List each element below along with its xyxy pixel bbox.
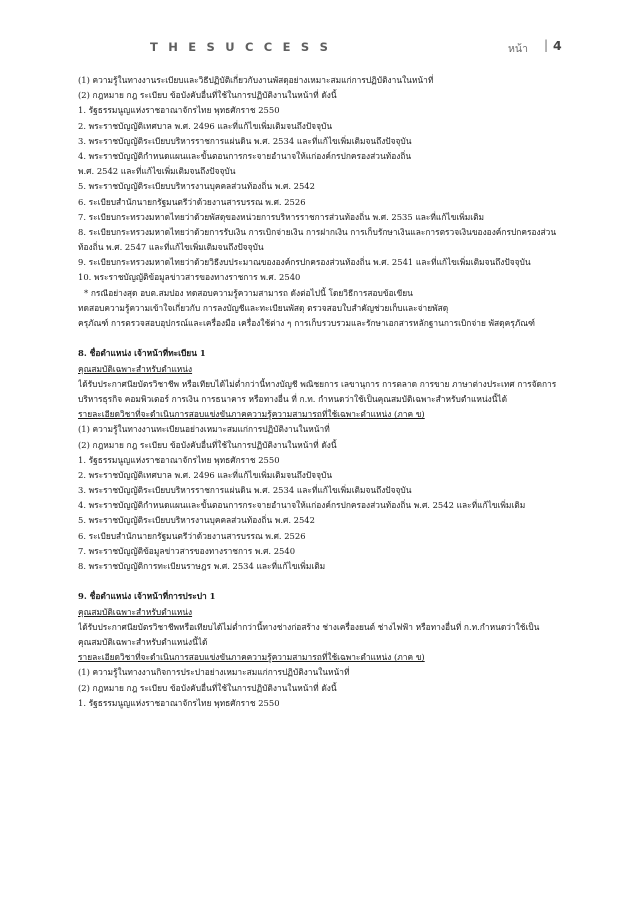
body-line: 2. พระราชบัญญัติเทศบาล พ.ศ. 2496 และที่แก้ไขเพิ่มเติมจนถึงปัจจุบัน xyxy=(78,120,333,131)
body-line: 2. พระราชบัญญัติเทศบาล พ.ศ. 2496 และที่แก้ไขเพิ่มเติมจนถึงปัจจุบัน xyxy=(78,469,333,480)
page-header xyxy=(0,0,638,60)
body-line: คุณสมบัติเฉพาะสำหรับตำแหน่งนี้ได้ xyxy=(78,636,208,647)
body-line: 4. พระราชบัญญัติกำหนดแผนและขั้นตอนการกระจายอำนาจให้แก่องค์กรปกครองส่วนท้องถิ่น xyxy=(78,150,412,161)
body-line: 1. รัฐธรรมนูญแห่งราชอาณาจักรไทย พุทธศักราช 2550 xyxy=(78,105,280,116)
body-line: 7. พระราชบัญญัติข้อมูลข่าวสารของทางราชการ พ.ศ. 2540 xyxy=(78,545,296,556)
exam-subjects-heading: รายละเอียดวิชาที่จะดำเนินการสอบแข่งขันภาคความรู้ความสามารถที่ใช้เฉพาะตำแหน่ง (ภาค ข) xyxy=(78,652,425,663)
body-line: ครุภัณฑ์ การตรวจสอบอุปกรณ์และเครื่องมือ เครื่องใช้ต่าง ๆ การเก็บรวบรวมและรักษาเอกสารหลักฐานการเบิกจ่าย พัสดุครุภัณฑ์ xyxy=(78,318,535,328)
body-line: 6. ระเบียบสำนักนายกรัฐมนตรีว่าด้วยงานสารบรรณ พ.ศ. 2526 xyxy=(78,530,306,541)
body-line: (1) ความรู้ในทางงานทะเบียนอย่างเหมาะสมแก่การปฏิบัติงานในหน้าที่ xyxy=(78,424,330,435)
body-line: 1. รัฐธรรมนูญแห่งราชอาณาจักรไทย พุทธศักราช 2550 xyxy=(78,697,280,708)
body-line: (1) ความรู้ในทางงานระเบียบและวิธีปฏิบัติเกี่ยวกับงานพัสดุอย่างเหมาะสมแก่การปฏิบัติงานในหน้าที่ xyxy=(78,75,434,85)
body-line: พ.ศ. 2542 และที่แก้ไขเพิ่มเติมจนถึงปัจจุบัน xyxy=(78,166,236,177)
exam-subjects-heading: รายละเอียดวิชาที่จะดำเนินการสอบแข่งขันภาคความรู้ความสามารถที่ใช้เฉพาะตำแหน่ง (ภาค ข) xyxy=(78,409,425,420)
body-line: (1) ความรู้ในทางงานกิจการประปาอย่างเหมาะสมแก่การปฏิบัติงานในหน้าที่ xyxy=(78,667,350,678)
body-line: 6. ระเบียบสำนักนายกรัฐมนตรีว่าด้วยงานสารบรรณ พ.ศ. 2526 xyxy=(78,196,306,207)
body-line: 4. พระราชบัญญัติกำหนดแผนและขั้นตอนการกระจายอำนาจให้แก่องค์กรปกครองส่วนท้องถิ่น พ.ศ. 2542 และที่แก้ไขเพิ่มเติม xyxy=(78,500,526,511)
page-label: หน้า xyxy=(508,43,528,55)
body-line: ได้รับประกาศนียบัตรวิชาชีพ หรือเทียบได้ไม่ต่ำกว่านี้ทางบัญชี พณิชยการ เลขานุการ การตลาด การขาย ภาษาต่างประเทศ การจัดการ xyxy=(78,378,557,389)
body-line: 10. พระราชบัญญัติข้อมูลข่าวสารของทางราชการ พ.ศ. 2540 xyxy=(78,272,301,283)
body-line: ได้รับประกาศนียบัตรวิชาชีพหรือเทียบได้ไม่ต่ำกว่านี้ทางช่างก่อสร้าง ช่างเครื่องยนต์ ช่างไฟฟ้า หรือทางอื่นที่ ก.ท.กำหนดว่าใช้เป็น xyxy=(78,621,540,632)
page-number: 4 xyxy=(553,38,562,53)
body-line: 8. พระราชบัญญัติการทะเบียนราษฎร พ.ศ. 2534 และที่แก้ไขเพิ่มเติม xyxy=(78,561,326,571)
body-line: 8. ระเบียบกระทรวงมหาดไทยว่าด้วยการรับเงิน การเบิกจ่ายเงิน การฝากเงิน การเก็บรักษาเงินและการตรวจเงินขององค์กรปกครองส่วน xyxy=(78,226,557,237)
body-line: (2) กฎหมาย กฎ ระเบียบ ข้อบังคับอื่นที่ใช้ในการปฏิบัติงานในหน้าที่ ดังนี้ xyxy=(78,90,337,101)
body-line: 3. พระราชบัญญัติระเบียบบริหารราชการแผ่นดิน พ.ศ. 2534 และที่แก้ไขเพิ่มเติมจนถึงปัจจุบัน xyxy=(78,135,412,146)
body-line: ท้องถิ่น พ.ศ. 2547 และที่แก้ไขเพิ่มเติมจนถึงปัจจุบัน xyxy=(78,242,264,253)
body-line: ทดสอบความรู้ความเข้าใจเกี่ยวกับ การลงบัญชีและทะเบียนพัสดุ ตรวจสอบใบสำคัญช่วยเก็บและจ่ายพัสดุ xyxy=(78,302,449,313)
body-line: (2) กฎหมาย กฎ ระเบียบ ข้อบังคับอื่นที่ใช้ในการปฏิบัติงานในหน้าที่ ดังนี้ xyxy=(78,682,337,693)
body-line: 5. พระราชบัญญัติระเบียบบริหารงานบุคคลส่วนท้องถิ่น พ.ศ. 2542 xyxy=(78,181,315,192)
note-line: * กรณีอย่างสุด อบต.สมปอง ทดสอบความรู้ความสามารถ ดังต่อไปนี้ โดยวิธีการสอบข้อเขียน xyxy=(84,287,413,298)
qualification-heading: คุณสมบัติเฉพาะสำหรับตำแหน่ง xyxy=(78,363,193,374)
body-line: 7. ระเบียบกระทรวงมหาดไทยว่าด้วยพัสดุของหน่วยการบริหารราชการส่วนท้องถิ่น พ.ศ. 2535 และที่แก้ไขเพิ่มเติม xyxy=(78,211,485,222)
document-body xyxy=(78,73,568,711)
body-line: 1. รัฐธรรมนูญแห่งราชอาณาจักรไทย พุทธศักราช 2550 xyxy=(78,454,280,465)
body-line: 5. พระราชบัญญัติระเบียบบริหารงานบุคคลส่วนท้องถิ่น พ.ศ. 2542 xyxy=(78,515,315,526)
section-heading-position-9: 9. ชื่อตำแหน่ง เจ้าหน้าที่การประปา 1 xyxy=(78,591,216,602)
page-separator: | xyxy=(544,38,549,52)
section-heading-position-8: 8. ชื่อตำแหน่ง เจ้าหน้าที่ทะเบียน 1 xyxy=(78,348,206,359)
body-line: 3. พระราชบัญญัติระเบียบบริหารราชการแผ่นดิน พ.ศ. 2534 และที่แก้ไขเพิ่มเติมจนถึงปัจจุบัน xyxy=(78,485,412,496)
body-line: (2) กฎหมาย กฎ ระเบียบ ข้อบังคับอื่นที่ใช้ในการปฏิบัติงานในหน้าที่ ดังนี้ xyxy=(78,439,337,450)
header-brand: T H E S U C C E S S xyxy=(150,40,332,54)
body-line: 9. ระเบียบกระทรวงมหาดไทยว่าด้วยวิธีงบประมาณขององค์กรปกครองส่วนท้องถิ่น พ.ศ. 2541 และที่แก้ไขเพิ่มเติมจนถึงปัจจุบัน xyxy=(78,257,531,268)
body-line: บริหารธุรกิจ คอมพิวเตอร์ การเงิน การธนาคาร หรือทางอื่น ที่ ก.ท. กำหนดว่าใช้เป็นคุณสมบัติเฉพาะสำหรับตำแหน่งนี้ได้ xyxy=(78,393,508,404)
qualification-heading: คุณสมบัติเฉพาะสำหรับตำแหน่ง xyxy=(78,606,193,617)
